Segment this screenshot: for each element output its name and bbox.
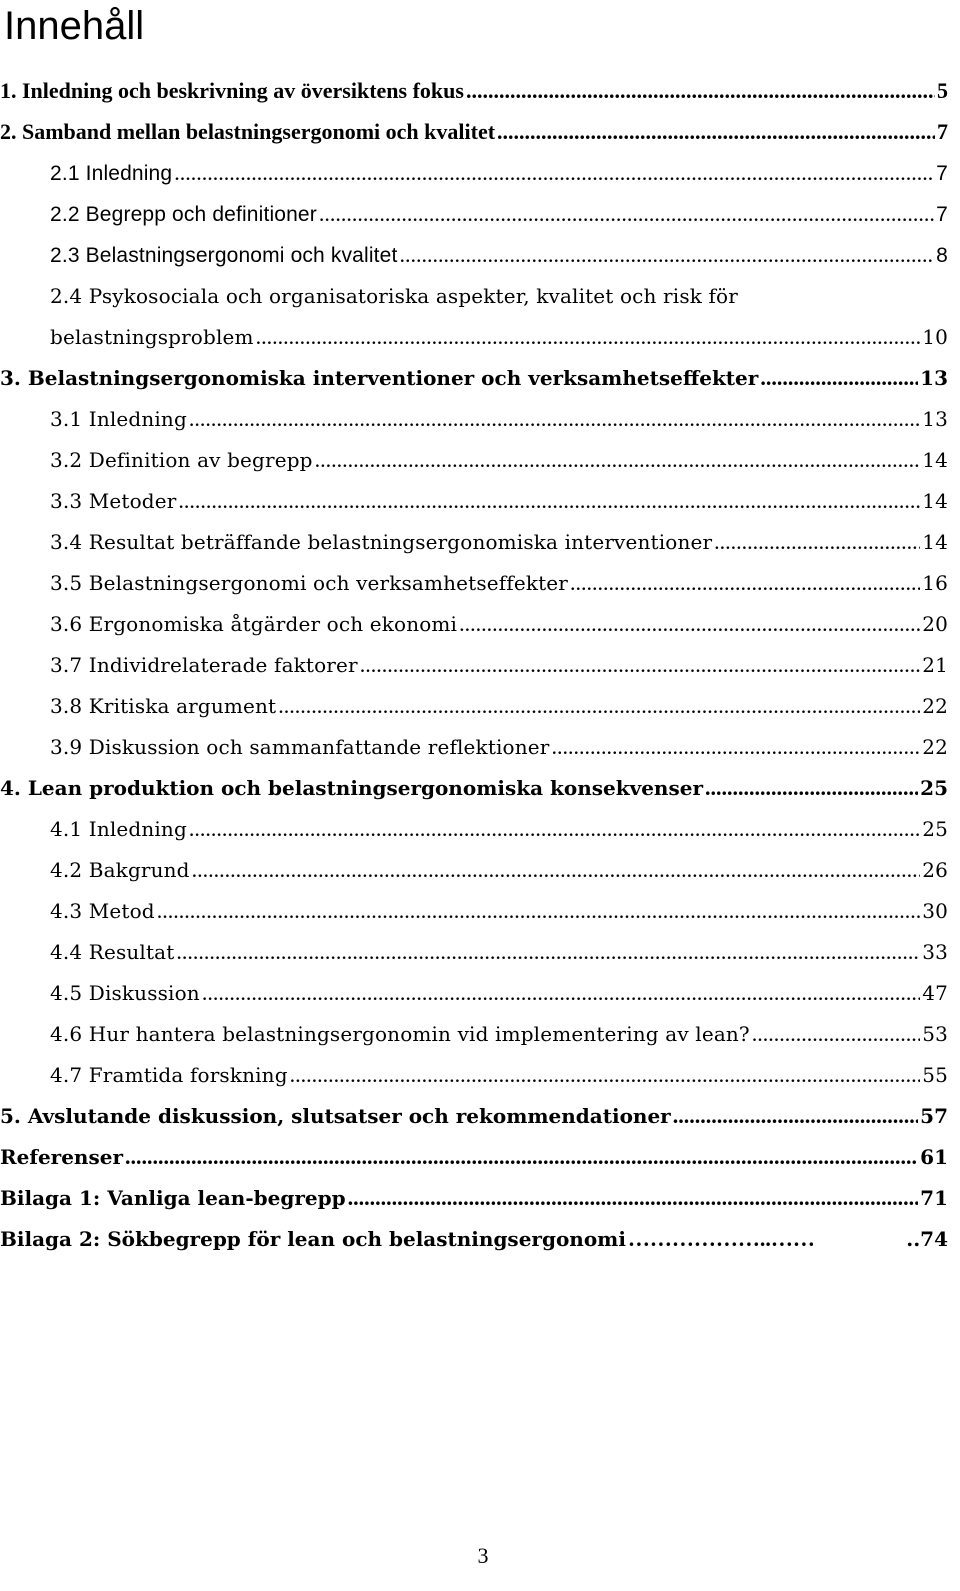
toc-entry-label: 2.2 Begrepp och definitioner <box>50 203 317 226</box>
toc-entry-label: 4.4 Resultat <box>50 940 175 964</box>
dot-leader <box>752 1017 920 1051</box>
dot-leader <box>278 689 920 723</box>
toc-entry-label: 3.5 Belastningsergonomi och verksamhetseffekter <box>50 571 568 595</box>
dot-leader <box>202 976 920 1010</box>
toc-entry-page: 22 <box>922 694 948 718</box>
toc-entry-page: 10 <box>922 325 948 349</box>
toc-entry-page: 47 <box>922 981 948 1005</box>
toc-entry-2-2[interactable] <box>0 197 948 231</box>
toc-entry-page: 7 <box>937 119 948 144</box>
dot-leader <box>174 156 934 190</box>
toc-entry-label-continued: belastningsproblem <box>50 325 254 349</box>
toc-entry-2[interactable] <box>0 115 948 149</box>
toc-entry-page: 71 <box>920 1186 948 1210</box>
toc-entry-label: 3.2 Definition av begrepp <box>50 448 313 472</box>
toc-entry-4[interactable] <box>0 771 948 805</box>
dot-leader <box>705 771 918 805</box>
dot-leader <box>290 1058 921 1092</box>
toc-entry-label: 4.3 Metod <box>50 899 155 923</box>
toc-entry-2-4[interactable] <box>0 279 948 313</box>
page-number-footer: 3 <box>477 1543 489 1568</box>
toc-entry-page: 14 <box>922 489 948 513</box>
toc-entry-label: 4. Lean produktion och belastningsergonomiska konsekvenser <box>0 776 703 800</box>
toc-entry-label: 2.3 Belastningsergonomi och kvalitet <box>50 244 398 267</box>
toc-entry-4-5[interactable] <box>0 976 948 1010</box>
toc-entry-label: 3.3 Metoder <box>50 489 177 513</box>
dot-leader <box>319 197 934 231</box>
dot-leader <box>176 935 920 969</box>
toc-entry-bilaga-2[interactable] <box>0 1222 948 1256</box>
toc-entry-page: 5 <box>937 78 948 103</box>
toc-entry-2-3[interactable] <box>0 238 948 272</box>
toc-entry-page: 20 <box>922 612 948 636</box>
toc-entry-label: 3.6 Ergonomiska åtgärder och ekonomi <box>50 612 458 636</box>
toc-entry-page: 55 <box>922 1063 948 1087</box>
toc-entry-3-8[interactable] <box>0 689 948 723</box>
toc-entry-2-1[interactable] <box>0 156 948 190</box>
toc-entry-3-1[interactable] <box>0 402 948 436</box>
toc-entry-3-7[interactable] <box>0 648 948 682</box>
toc-entry-3-6[interactable] <box>0 607 948 641</box>
toc-entry-label: Bilaga 1: Vanliga lean-begrepp <box>0 1186 346 1210</box>
dot-leader <box>125 1140 918 1174</box>
dot-leader <box>466 74 935 108</box>
dot-leader <box>189 402 920 436</box>
toc-entry-4-3[interactable] <box>0 894 948 928</box>
toc-entry-label: 4.5 Diskussion <box>50 981 200 1005</box>
dot-leader <box>399 238 934 272</box>
toc-entry-label: 3.8 Kritiska argument <box>50 694 277 718</box>
toc-entry-label: Referenser <box>0 1145 123 1169</box>
toc-entry-label: 2.1 Inledning <box>50 162 173 185</box>
ellipsis-leader: ………………..…… <box>627 1226 815 1251</box>
toc-entry-label: Bilaga 2: Sökbegrepp för lean och belastningsergonomi <box>0 1227 626 1251</box>
toc-entry-label: 5. Avslutande diskussion, slutsatser och rekommendationer <box>0 1104 671 1128</box>
toc-entry-3-9[interactable] <box>0 730 948 764</box>
toc-entry-page: 61 <box>920 1145 948 1169</box>
toc-entry-page: ..74 <box>906 1227 948 1251</box>
dot-leader <box>157 894 921 928</box>
toc-entry-4-2[interactable] <box>0 853 948 887</box>
dot-leader <box>760 361 918 395</box>
toc-entry-page: 30 <box>922 899 948 923</box>
toc-entry-label: 4.6 Hur hantera belastningsergonomin vid implementering av lean? <box>50 1022 750 1046</box>
page-title: Innehåll <box>4 4 145 48</box>
toc-entry-label: 2.4 Psykosociala och organisatoriska aspekter, kvalitet och risk för <box>50 284 738 308</box>
toc-entry-4-7[interactable] <box>0 1058 948 1092</box>
toc-entry-page: 8 <box>936 244 948 267</box>
toc-entry-label: 3.1 Inledning <box>50 407 187 431</box>
dot-leader <box>570 566 920 600</box>
dot-leader <box>360 648 921 682</box>
toc-entry-label: 4.7 Framtida forskning <box>50 1063 288 1087</box>
toc-entry-label: 3.7 Individrelaterade faktorer <box>50 653 358 677</box>
toc-entry-3-2[interactable] <box>0 443 948 477</box>
toc-entry-4-1[interactable] <box>0 812 948 846</box>
toc-entry-label: 3.4 Resultat beträffande belastningsergonomiska interventioner <box>50 530 713 554</box>
dot-leader <box>256 320 921 354</box>
dot-leader <box>315 443 921 477</box>
toc-entry-page: 57 <box>920 1104 948 1128</box>
toc-entry-label: 4.1 Inledning <box>50 817 187 841</box>
toc-entry-label: 4.2 Bakgrund <box>50 858 190 882</box>
toc-entry-4-6[interactable] <box>0 1017 948 1051</box>
toc-entry-page: 21 <box>922 653 948 677</box>
toc-entry-4-4[interactable] <box>0 935 948 969</box>
toc-entry-referenser[interactable] <box>0 1140 948 1174</box>
dot-leader <box>714 525 920 559</box>
toc-entry-page: 25 <box>920 776 948 800</box>
toc-entry-page: 26 <box>922 858 948 882</box>
toc-entry-page: 22 <box>922 735 948 759</box>
dot-leader <box>673 1099 918 1133</box>
toc-entry-label: 1. Inledning och beskrivning av översiktens fokus <box>0 78 464 103</box>
toc-entry-page: 14 <box>922 530 948 554</box>
toc-entry-page: 13 <box>922 407 948 431</box>
toc-entry-page: 7 <box>936 203 948 226</box>
toc-entry-bilaga-1[interactable] <box>0 1181 948 1215</box>
dot-leader <box>178 484 920 518</box>
toc-entry-3-5[interactable] <box>0 566 948 600</box>
toc-entry-page: 53 <box>922 1022 948 1046</box>
dot-leader <box>497 115 935 149</box>
toc-entry-label: 3.9 Diskussion och sammanfattande reflektioner <box>50 735 550 759</box>
toc-entry-5[interactable] <box>0 1099 948 1133</box>
dot-leader <box>192 853 921 887</box>
toc-entry-label: 2. Samband mellan belastningsergonomi och kvalitet <box>0 119 496 144</box>
toc-entry-3-3[interactable] <box>0 484 948 518</box>
toc-entry-1[interactable] <box>0 74 948 108</box>
dot-leader <box>348 1181 919 1215</box>
toc-entry-label: 3. Belastningsergonomiska interventioner och verksamhetseffekter <box>0 366 759 390</box>
toc-entry-page: 25 <box>922 817 948 841</box>
toc-entry-page: 33 <box>922 940 948 964</box>
toc-entry-page: 7 <box>936 162 948 185</box>
toc-entry-page: 14 <box>922 448 948 472</box>
dot-leader <box>189 812 920 846</box>
toc-entry-page: 13 <box>920 366 948 390</box>
toc-entry-3-4[interactable] <box>0 525 948 559</box>
toc-entry-2-4-continued[interactable] <box>0 320 948 354</box>
dot-leader <box>551 730 920 764</box>
dot-leader <box>459 607 920 641</box>
toc-entry-page: 16 <box>922 571 948 595</box>
toc-entry-3[interactable] <box>0 361 948 395</box>
